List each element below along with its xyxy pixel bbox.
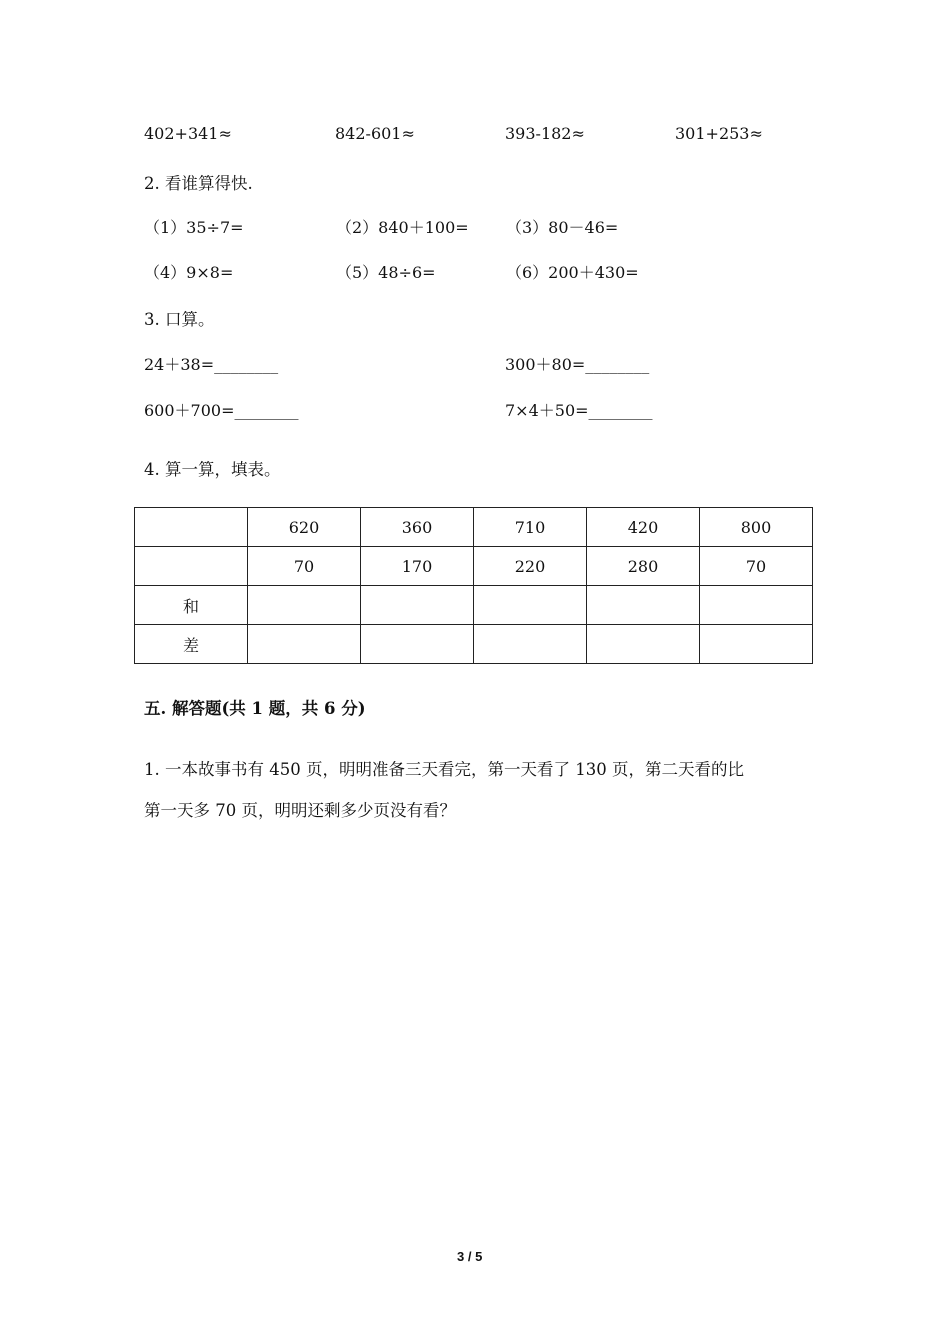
- answer-cell[interactable]: [474, 586, 587, 625]
- table-cell: 800: [700, 508, 813, 547]
- table-cell: 620: [248, 508, 361, 547]
- q3-item-3: 600＋700=________: [144, 401, 299, 420]
- table-cell[interactable]: [135, 508, 248, 547]
- fill-table: [134, 507, 813, 664]
- table-cell: 420: [587, 508, 700, 547]
- answer-cell[interactable]: [587, 625, 700, 664]
- answer-cell[interactable]: [474, 625, 587, 664]
- q2-item-1: （1）35÷7=: [144, 218, 244, 237]
- q3-item-1: 24＋38=________: [144, 355, 279, 374]
- table-cell: 360: [361, 508, 474, 547]
- table-cell: 70: [248, 547, 361, 586]
- estimate-item-2: 842-601≈: [335, 124, 415, 143]
- table-row: [135, 625, 813, 664]
- estimate-item-3: 393-182≈: [505, 124, 585, 143]
- q3-item-2: 300＋80=________: [505, 355, 650, 374]
- answer-cell[interactable]: [587, 586, 700, 625]
- answer-cell[interactable]: [361, 586, 474, 625]
- problem-line-2: 第一天多 70 页，明明还剩多少页没有看？: [144, 801, 456, 820]
- q2-item-5: （5）48÷6=: [336, 263, 436, 282]
- table-cell: 280: [587, 547, 700, 586]
- problem-line-1: 1. 一本故事书有 450 页，明明准备三天看完，第一天看了 130 页，第二天看的比: [144, 760, 744, 779]
- answer-cell[interactable]: [361, 625, 474, 664]
- table-cell: 220: [474, 547, 587, 586]
- q2-item-2: （2）840＋100=: [336, 218, 469, 237]
- page-number: 3 / 5: [457, 1249, 483, 1264]
- q2-title: 2. 看谁算得快.: [144, 174, 253, 193]
- q2-item-3: （3）80－46=: [506, 218, 619, 237]
- answer-cell[interactable]: [248, 625, 361, 664]
- row-label-difference: 差: [135, 625, 248, 664]
- table-cell: 170: [361, 547, 474, 586]
- answer-cell[interactable]: [700, 625, 813, 664]
- answer-cell[interactable]: [700, 586, 813, 625]
- q2-item-4: （4）9×8=: [144, 263, 234, 282]
- q4-title: 4. 算一算，填表。: [144, 460, 281, 479]
- row-label-sum: 和: [135, 586, 248, 625]
- table-cell: 70: [700, 547, 813, 586]
- estimate-item-4: 301+253≈: [675, 124, 763, 143]
- q2-item-6: （6）200＋430=: [506, 263, 639, 282]
- answer-cell[interactable]: [248, 586, 361, 625]
- table-row: [135, 508, 813, 547]
- q3-item-4: 7×4＋50=________: [505, 401, 653, 420]
- table-cell: 710: [474, 508, 587, 547]
- table-cell[interactable]: [135, 547, 248, 586]
- table-row: [135, 547, 813, 586]
- section5-title: 五. 解答题(共 1 题，共 6 分): [144, 699, 366, 718]
- q3-title: 3. 口算。: [144, 310, 215, 329]
- estimate-item-1: 402+341≈: [144, 124, 232, 143]
- table-row: [135, 586, 813, 625]
